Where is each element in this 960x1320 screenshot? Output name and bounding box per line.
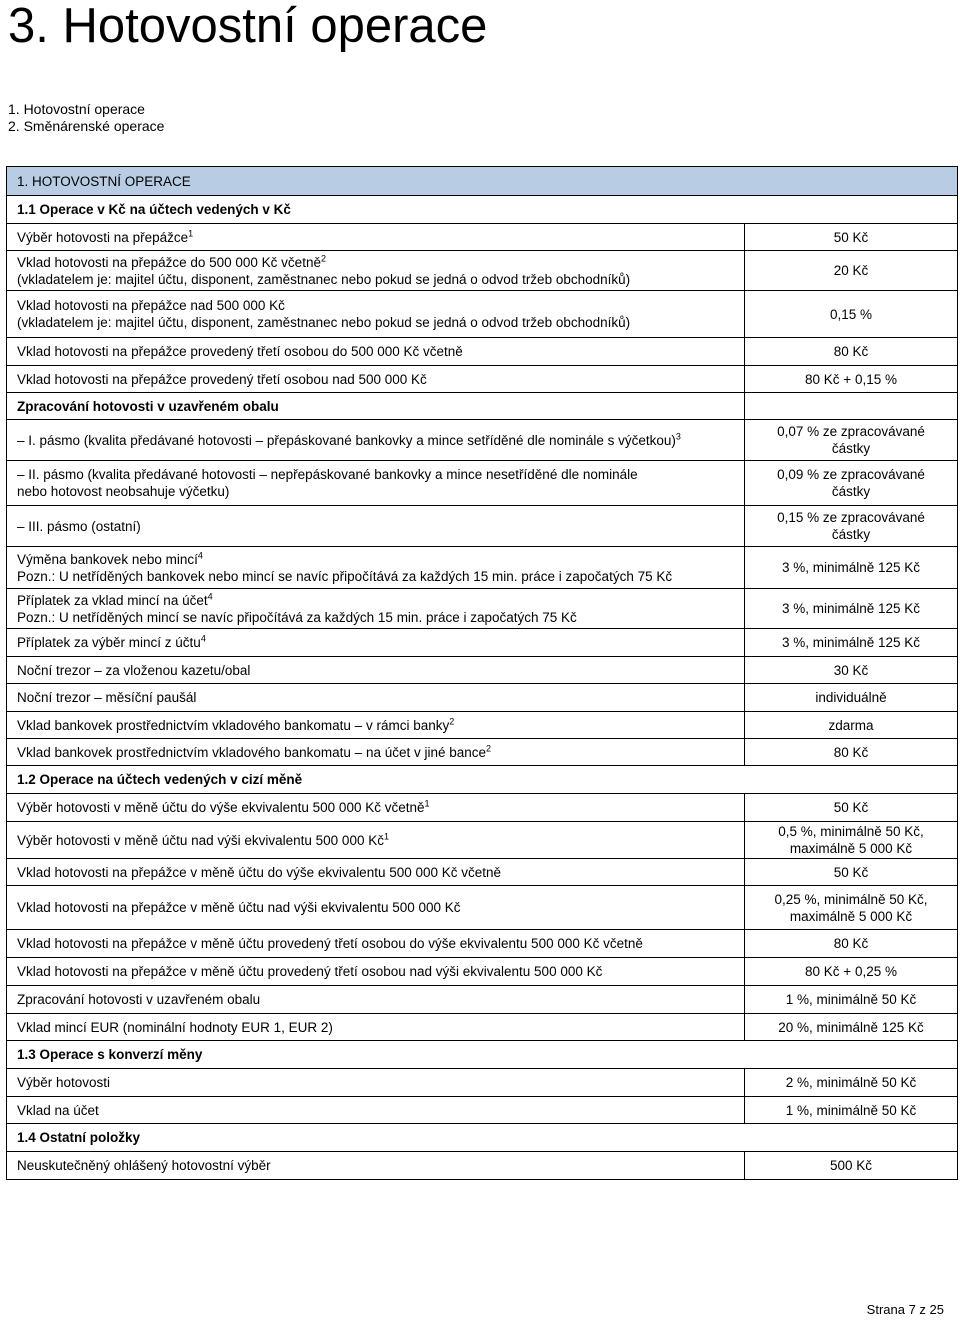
item-label-cell [7,1069,745,1097]
item-price-cell [745,1069,958,1097]
item-label-cell [7,794,745,822]
page-title: 3. Hotovostní operace [8,0,488,53]
item-price-cell [745,629,958,657]
item-label-cell [7,506,745,547]
item-label: Neuskutečněný ohlášený hotovostní výběr [17,1158,271,1173]
item-label: Vklad na účet [17,1102,99,1118]
item-label: Noční trezor – za vloženou kazetu/obal [17,662,251,678]
item-price-cont: maximálně 5 000 Kč [789,908,913,924]
table-row [7,393,958,420]
item-label: Výběr hotovosti na přepážce [17,229,189,245]
item-label-cell [7,1152,745,1180]
table-row [7,461,958,506]
item-label-cell [7,986,745,1014]
toc-item-exchange-operations[interactable]: 2. Směnárenské operace [8,118,165,134]
item-price: 80 Kč [833,344,869,359]
item-price-cell [745,589,958,629]
item-label: Vklad hotovosti na přepážce provedený třetí osobou do 500 000 Kč včetně [17,344,463,359]
item-price-cell [745,794,958,822]
item-label: Příplatek za vklad mincí na účet [17,592,208,608]
table-row [7,1014,958,1041]
item-label: Výběr hotovosti [17,1075,111,1090]
item-price: 3 %, minimálně 125 Kč [781,635,921,650]
item-price-cell [745,461,958,506]
item-price: 0,5 %, minimálně 50 Kč, [778,824,924,839]
item-price-cont: částky [831,441,871,456]
item-label: – III. pásmo (ostatní) [17,518,141,534]
item-label: Vklad bankovek prostřednictvím vkladového bankomatu – na účet v jiné bance [17,744,487,760]
item-price: individuálně [815,690,887,705]
table-row [7,589,958,629]
footnote-marker: 2 [449,716,455,726]
item-label-cell [7,684,745,712]
item-price-cell [745,547,958,589]
item-price: 80 Kč + 0,25 % [805,964,897,979]
item-label: Vklad hotovosti na přepážce nad 500 000 Kč [17,298,285,313]
item-price-cell [745,657,958,684]
item-label-note: Pozn.: U netříděných bankovek nebo mincí se navíc připočítává za každých 15 min. práce i započatých 75 Kč [17,568,673,584]
footnote-marker: 1 [383,831,389,841]
item-price-cell [745,712,958,739]
item-price-cont: maximálně 5 000 Kč [789,841,913,856]
table-row [7,739,958,766]
item-label-cell [7,822,745,859]
table-row [7,547,958,589]
item-price-cell [745,224,958,251]
table-row [7,251,958,291]
item-price-cell [745,291,958,338]
table-row [7,684,958,712]
item-label: – I. pásmo (kvalita předávané hotovosti – přepáskované bankovky a mince setříděné dle nominále s výčetkou) [17,432,676,448]
section-title [7,766,958,794]
item-price: 50 Kč [833,800,869,815]
item-price: 80 Kč [833,936,869,951]
item-label-cell [7,224,745,251]
item-price: 500 Kč [829,1158,873,1173]
item-price: 50 Kč [833,229,869,245]
item-price: 0,25 %, minimálně 50 Kč, [774,891,928,907]
section-title-text: 1.3 Operace s konverzí měny [17,1047,203,1062]
item-price: 80 Kč [833,744,869,760]
table-row [7,930,958,958]
item-label-note: Pozn.: U netříděných mincí se navíc připočítává za každých 15 min. práce i započatých 75 Kč [17,609,577,625]
item-label-cell [7,930,745,958]
item-price-cell [745,986,958,1014]
item-price-cont: částky [831,527,871,542]
footnote-marker: 4 [200,633,206,644]
item-label-cell [7,657,745,684]
item-label: Vklad hotovosti na přepážce do 500 000 Kč včetně [17,254,321,270]
item-price-cell [745,1097,958,1124]
item-price-cell [745,684,958,712]
item-price-cell [745,930,958,958]
item-label-cell [7,547,745,589]
table-header [7,167,958,196]
item-label: Vklad hotovosti na přepážce provedený třetí osobou nad 500 000 Kč [17,371,427,387]
item-label: – II. pásmo (kvalita předávané hotovosti – nepřepáskované bankovky a mince nesetříděné dle nominále [17,467,638,482]
item-label: Zpracování hotovosti v uzavřeném obalu [17,398,279,414]
footnote-marker: 2 [320,253,326,263]
footnote-marker: 4 [207,591,213,601]
footnote-marker: 2 [486,743,492,753]
item-label-cell [7,1097,745,1124]
table-row [7,794,958,822]
item-price-cell [745,822,958,859]
item-price-cell [745,859,958,886]
item-price: zdarma [828,717,874,733]
item-label-cell [7,1014,745,1041]
item-price: 30 Kč [833,662,869,678]
table-of-contents [8,101,164,135]
table-row [7,366,958,393]
item-price-cell [745,393,958,420]
item-price: 0,15 % [829,306,873,322]
item-label-cell [7,338,745,366]
item-price: 80 Kč + 0,15 % [805,371,897,387]
item-label: Zpracování hotovosti v uzavřeném obalu [17,992,261,1007]
footnote-marker: 4 [197,550,203,560]
item-price: 0,15 % ze zpracovávané [777,510,925,525]
item-label-note: nebo hotovost neobsahuje výčetku) [17,484,230,499]
item-label: Výběr hotovosti v měně účtu do výše ekvivalentu 500 000 Kč včetně [17,800,425,815]
table-row [7,986,958,1014]
item-label: Vklad mincí EUR (nominální hodnoty EUR 1, EUR 2) [17,1019,333,1035]
item-price: 20 %, minimálně 125 Kč [778,1019,924,1035]
table-row [7,1097,958,1124]
item-price-cell [745,506,958,547]
item-price-cell [745,251,958,291]
item-label-cell [7,420,745,461]
item-price: 0,09 % ze zpracovávané [777,467,925,482]
table-row [7,506,958,547]
table-row [7,822,958,859]
item-price: 2 %, minimálně 50 Kč [785,1075,917,1090]
item-price-cell [745,420,958,461]
item-label-cell [7,393,745,420]
footnote-marker: 3 [675,431,681,441]
item-label: Výměna bankovek nebo mincí [17,551,198,567]
item-label-cell [7,629,745,657]
item-price: 1 %, minimálně 50 Kč [785,992,917,1007]
item-price-cell [745,958,958,986]
table-row [7,886,958,930]
table-row [7,1152,958,1180]
toc-item-cash-operations[interactable]: 1. Hotovostní operace [8,101,145,117]
footnote-marker: 1 [188,228,194,238]
table-header-label: 1. HOTOVOSTNÍ OPERACE [17,173,191,189]
footnote-marker: 1 [424,798,430,809]
item-price-cell [745,886,958,930]
item-label-cell [7,589,745,629]
table-row [7,224,958,251]
table-row [7,420,958,461]
table-row [7,1069,958,1097]
table-row [7,657,958,684]
table-row [7,291,958,338]
item-label: Vklad hotovosti na přepážce v měně účtu do výše ekvivalentu 500 000 Kč včetně [17,864,502,880]
item-label: Vklad bankovek prostřednictvím vkladového bankomatu – v rámci banky [17,717,450,733]
item-price: 50 Kč [833,864,869,880]
table-row [7,712,958,739]
page-number: Strana 7 z 25 [866,1302,944,1317]
table-row [7,859,958,886]
table-row [7,958,958,986]
section-title [7,196,958,224]
item-label: Příplatek za výběr mincí z účtu [17,635,201,650]
price-list-table [6,166,958,1180]
item-label-cell [7,251,745,291]
item-label-cell [7,291,745,338]
section-title-text: 1.1 Operace v Kč na účtech vedených v Kč [17,202,291,217]
item-label-cell [7,739,745,766]
item-price: 3 %, minimálně 125 Kč [781,560,921,575]
item-label: Vklad hotovosti na přepážce v měně účtu provedený třetí osobou do výše ekvivalentu 500 000 Kč včetně [17,936,643,951]
item-label: Noční trezor – měsíční paušál [17,690,197,705]
table-row [7,338,958,366]
item-label-cell [7,958,745,986]
item-label-cell [7,859,745,886]
item-label: Výběr hotovosti v měně účtu nad výši ekvivalentu 500 000 Kč [17,832,384,848]
item-label-cell [7,712,745,739]
item-price-cell [745,1014,958,1041]
section-title [7,1124,958,1152]
item-price-cell [745,366,958,393]
item-label: Vklad hotovosti na přepážce v měně účtu provedený třetí osobou nad výši ekvivalentu 500 000 Kč [17,964,603,979]
section-title [7,1041,958,1069]
item-price: 0,07 % ze zpracovávané [777,424,925,439]
item-price-cell [745,739,958,766]
item-label-cell [7,886,745,930]
item-price-cell [745,1152,958,1180]
item-label-note: (vkladatelem je: majitel účtu, disponent, zaměstnanec nebo pokud se jedná o odvod tržeb obchodníků) [17,315,631,330]
item-price: 1 %, minimálně 50 Kč [785,1102,917,1118]
item-price: 20 Kč [833,263,869,278]
item-price: 3 %, minimálně 125 Kč [781,601,921,616]
section-title-text: 1.4 Ostatní položky [17,1130,141,1145]
item-label-cell [7,366,745,393]
section-title-text: 1.2 Operace na účtech vedených v cizí měně [17,772,303,787]
item-price-cont: částky [831,484,871,499]
item-label-note: (vkladatelem je: majitel účtu, disponent, zaměstnanec nebo pokud se jedná o odvod tržeb obchodníků) [17,271,631,287]
item-label-cell [7,461,745,506]
item-price-cell [745,338,958,366]
item-label: Vklad hotovosti na přepážce v měně účtu nad výši ekvivalentu 500 000 Kč [17,900,461,915]
table-row [7,629,958,657]
